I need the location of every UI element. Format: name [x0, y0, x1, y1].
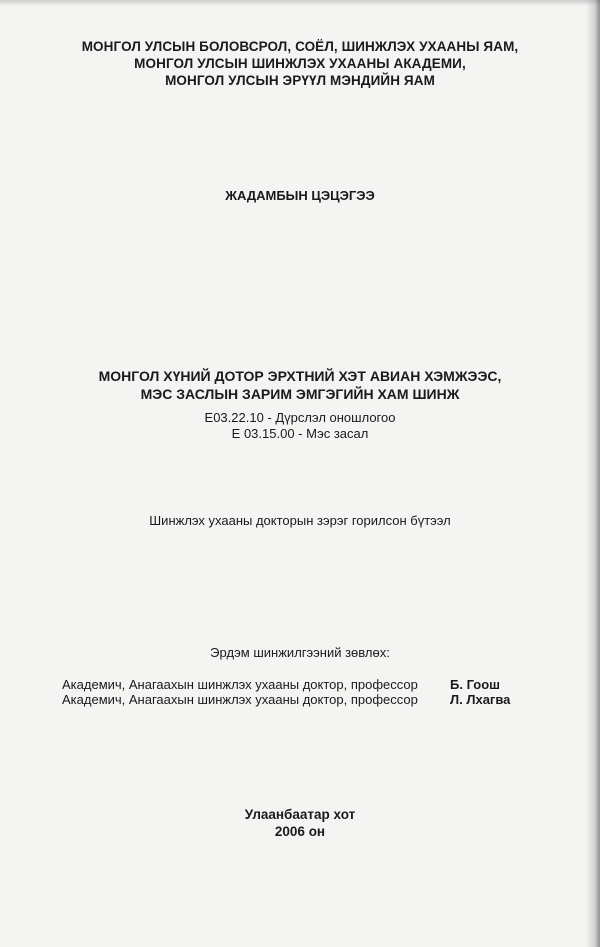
author-name: ЖАДАМБЫН ЦЭЦЭГЭЭ	[225, 188, 375, 203]
organization-line-3: МОНГОЛ УЛСЫН ЭРҮҮЛ МЭНДИЙН ЯАМ	[165, 73, 435, 88]
organization-line-2: МОНГОЛ УЛСЫН ШИНЖЛЭХ УХААНЫ АКАДЕМИ,	[134, 56, 466, 71]
advisors-heading: Эрдэм шинжилгээний зөвлөх:	[210, 645, 390, 660]
scan-shadow-right	[586, 0, 600, 947]
advisor-description: Академич, Анагаахын шинжлэх ухааны доктор, профессор	[62, 677, 418, 692]
degree-statement: Шинжлэх ухааны докторын зэрэг горилсон бүтээл	[149, 513, 451, 528]
scan-shadow-top	[0, 0, 600, 6]
advisor-name: Б. Гоош	[450, 677, 501, 692]
advisor-name: Л. Лхагва	[450, 692, 511, 707]
publication-city: Улаанбаатар хот	[244, 807, 356, 822]
thesis-title-line-2: МЭС ЗАСЛЫН ЗАРИМ ЭМГЭГИЙН ХАМ ШИНЖ	[140, 386, 460, 402]
specialty-code-2: Е 03.15.00 - Мэс засал	[231, 426, 369, 441]
organization-line-1: МОНГОЛ УЛСЫН БОЛОВСРОЛ, СОЁЛ, ШИНЖЛЭХ УХААНЫ ЯАМ,	[81, 39, 519, 54]
thesis-title-line-1: МОНГОЛ ХҮНИЙ ДОТОР ЭРХТНИЙ ХЭТ АВИАН ХЭМЖЭЭС,	[98, 368, 502, 384]
advisor-description: Академич, Анагаахын шинжлэх ухааны доктор, профессор	[62, 692, 418, 707]
specialty-code-1: Е03.22.10 - Дүрслэл оношлогоо	[204, 410, 396, 425]
publication-year: 2006 он	[274, 824, 326, 839]
